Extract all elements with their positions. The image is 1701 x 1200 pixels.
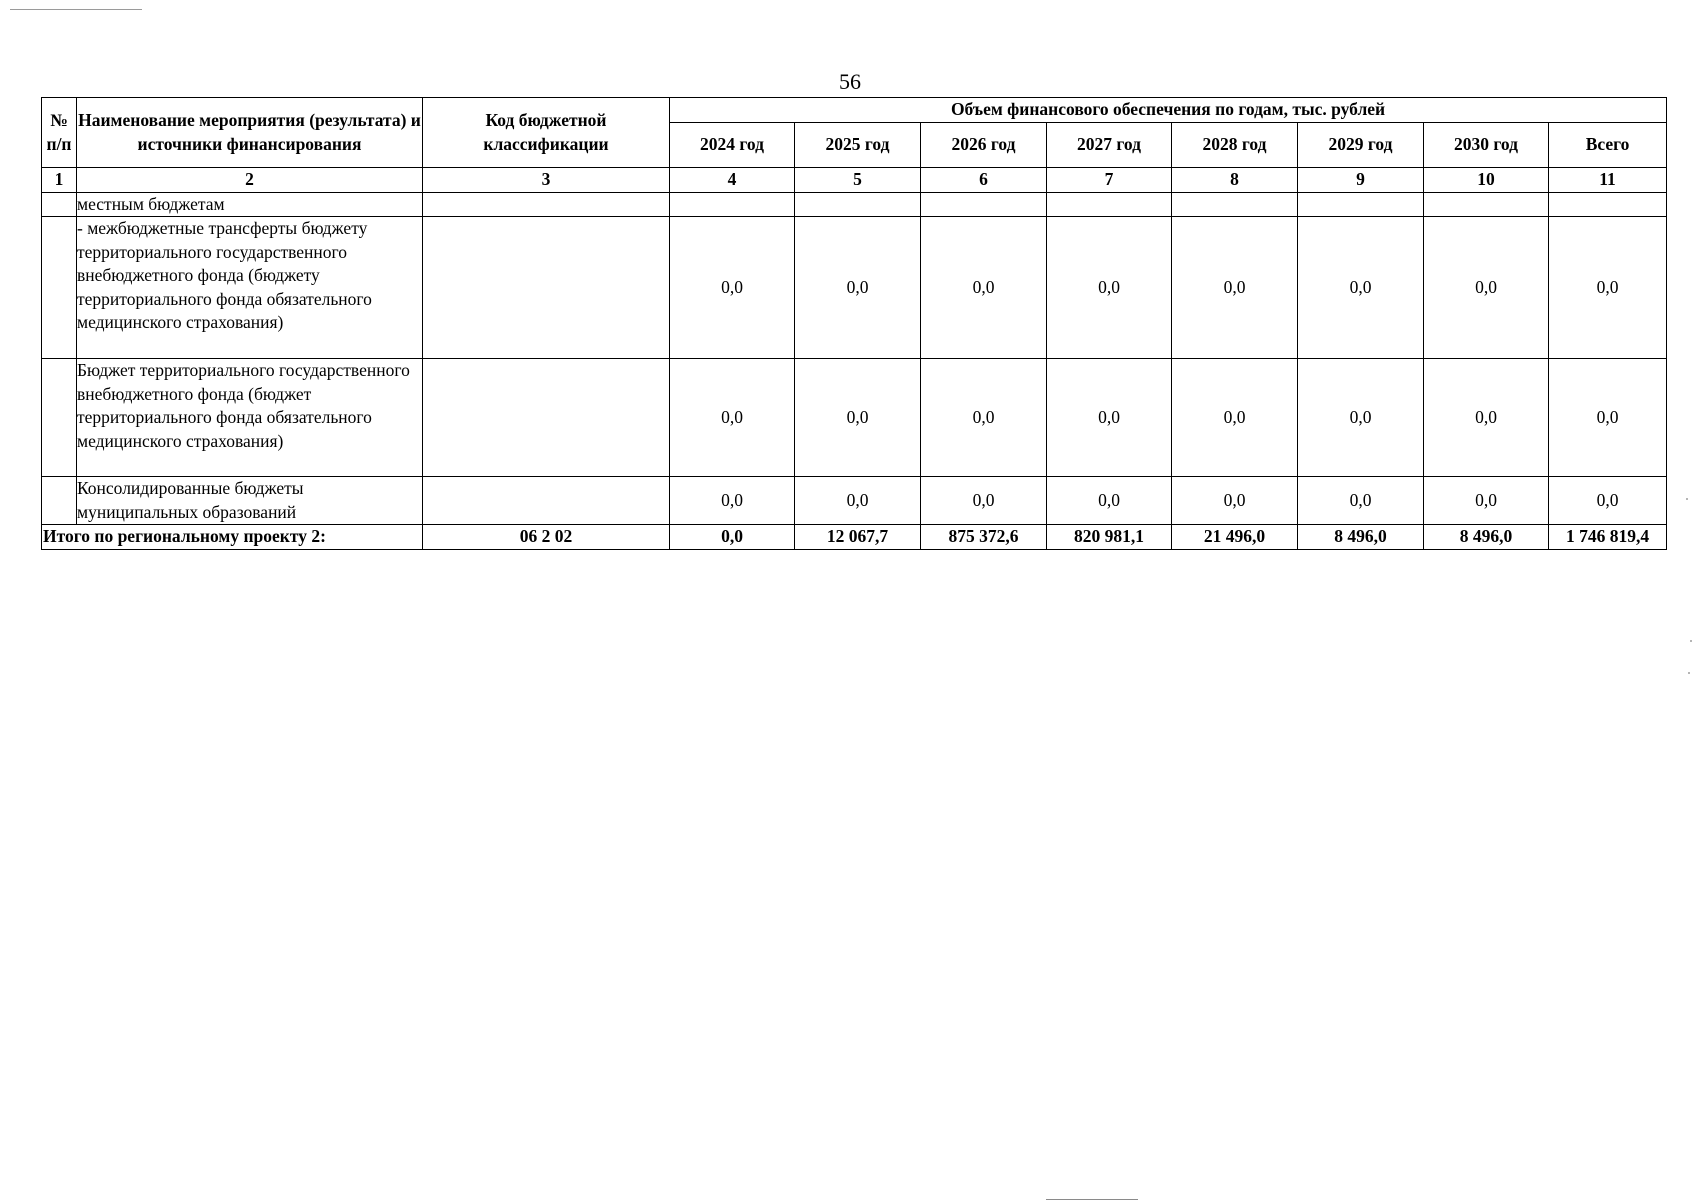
value-cell: 0,0 <box>1172 217 1298 359</box>
total-value-cell: 8 496,0 <box>1298 525 1424 550</box>
row-name-cell: Консолидированные бюджеты муниципальных образований <box>77 477 423 525</box>
value-cell <box>795 192 921 217</box>
column-number: 10 <box>1424 168 1549 193</box>
table-row <box>42 359 1667 477</box>
column-number: 7 <box>1047 168 1172 193</box>
value-cell: 0,0 <box>1424 359 1549 477</box>
value-cell <box>1549 192 1667 217</box>
header-volume: Объем финансового обеспечения по годам, тыс. рублей <box>670 98 1667 123</box>
table-row <box>42 477 1667 525</box>
row-code-cell <box>423 192 670 217</box>
column-number: 6 <box>921 168 1047 193</box>
column-number: 2 <box>77 168 423 193</box>
value-cell: 0,0 <box>795 477 921 525</box>
value-cell: 0,0 <box>1549 477 1667 525</box>
header-year: 2027 год <box>1047 123 1172 168</box>
column-number: 11 <box>1549 168 1667 193</box>
value-cell <box>1047 192 1172 217</box>
row-name-cell: местным бюджетам <box>77 192 423 217</box>
total-row <box>42 525 1667 550</box>
total-value-cell: 875 372,6 <box>921 525 1047 550</box>
header-code: Код бюджетной классификации <box>423 98 670 168</box>
column-number: 9 <box>1298 168 1424 193</box>
total-label: Итого по региональному проекту 2: <box>42 525 423 550</box>
total-value-cell: 21 496,0 <box>1172 525 1298 550</box>
row-number-cell <box>42 359 77 477</box>
column-number: 3 <box>423 168 670 193</box>
row-name-cell: Бюджет территориального государственного внебюджетного фонда (бюджет территориального фонда обязательного медицинского страхования) <box>77 359 423 477</box>
value-cell: 0,0 <box>795 217 921 359</box>
value-cell: 0,0 <box>1047 217 1172 359</box>
value-cell <box>1298 192 1424 217</box>
total-value-cell: 1 746 819,4 <box>1549 525 1667 550</box>
column-number: 5 <box>795 168 921 193</box>
table-row <box>42 217 1667 359</box>
column-number-row <box>42 168 1667 193</box>
scan-artifact-line <box>10 9 142 10</box>
value-cell: 0,0 <box>670 217 795 359</box>
header-year: 2030 год <box>1424 123 1549 168</box>
value-cell: 0,0 <box>670 359 795 477</box>
value-cell: 0,0 <box>1172 359 1298 477</box>
value-cell: 0,0 <box>921 217 1047 359</box>
budget-table <box>41 97 1667 550</box>
total-value-cell: 12 067,7 <box>795 525 921 550</box>
page-number: 56 <box>839 69 861 94</box>
scan-artifact-dot <box>1690 640 1692 642</box>
header-year: 2025 год <box>795 123 921 168</box>
total-code-cell: 06 2 02 <box>423 525 670 550</box>
header-row <box>42 98 1667 123</box>
header-total: Всего <box>1549 123 1667 168</box>
scan-artifact-dot <box>1688 672 1690 674</box>
row-code-cell <box>423 217 670 359</box>
row-code-cell <box>423 477 670 525</box>
total-value-cell: 0,0 <box>670 525 795 550</box>
value-cell <box>670 192 795 217</box>
row-number-cell <box>42 217 77 359</box>
value-cell: 0,0 <box>1298 359 1424 477</box>
value-cell: 0,0 <box>921 477 1047 525</box>
value-cell: 0,0 <box>1549 217 1667 359</box>
row-number-cell <box>42 192 77 217</box>
value-cell: 0,0 <box>1298 477 1424 525</box>
header-year: 2028 год <box>1172 123 1298 168</box>
value-cell: 0,0 <box>1172 477 1298 525</box>
column-number: 4 <box>670 168 795 193</box>
table-row <box>42 192 1667 217</box>
value-cell: 0,0 <box>1549 359 1667 477</box>
value-cell: 0,0 <box>1047 477 1172 525</box>
value-cell: 0,0 <box>921 359 1047 477</box>
value-cell <box>1424 192 1549 217</box>
value-cell: 0,0 <box>1298 217 1424 359</box>
header-num: № п/п <box>42 98 77 168</box>
row-name-cell: - межбюджетные трансферты бюджету территориального государственного внебюджетного фонда (бюджету территориального фонда обязательного медицинского страхования) <box>77 217 423 359</box>
value-cell: 0,0 <box>795 359 921 477</box>
header-year: 2029 год <box>1298 123 1424 168</box>
header-name: Наименование мероприятия (результата) и источники финансирования <box>77 98 423 168</box>
total-value-cell: 8 496,0 <box>1424 525 1549 550</box>
header-year: 2026 год <box>921 123 1047 168</box>
column-number: 1 <box>42 168 77 193</box>
total-value-cell: 820 981,1 <box>1047 525 1172 550</box>
value-cell: 0,0 <box>1424 477 1549 525</box>
header-year: 2024 год <box>670 123 795 168</box>
value-cell: 0,0 <box>1047 359 1172 477</box>
scan-artifact-dot <box>1686 498 1688 500</box>
value-cell <box>1172 192 1298 217</box>
row-number-cell <box>42 477 77 525</box>
value-cell <box>921 192 1047 217</box>
column-number: 8 <box>1172 168 1298 193</box>
row-code-cell <box>423 359 670 477</box>
value-cell: 0,0 <box>670 477 795 525</box>
value-cell: 0,0 <box>1424 217 1549 359</box>
